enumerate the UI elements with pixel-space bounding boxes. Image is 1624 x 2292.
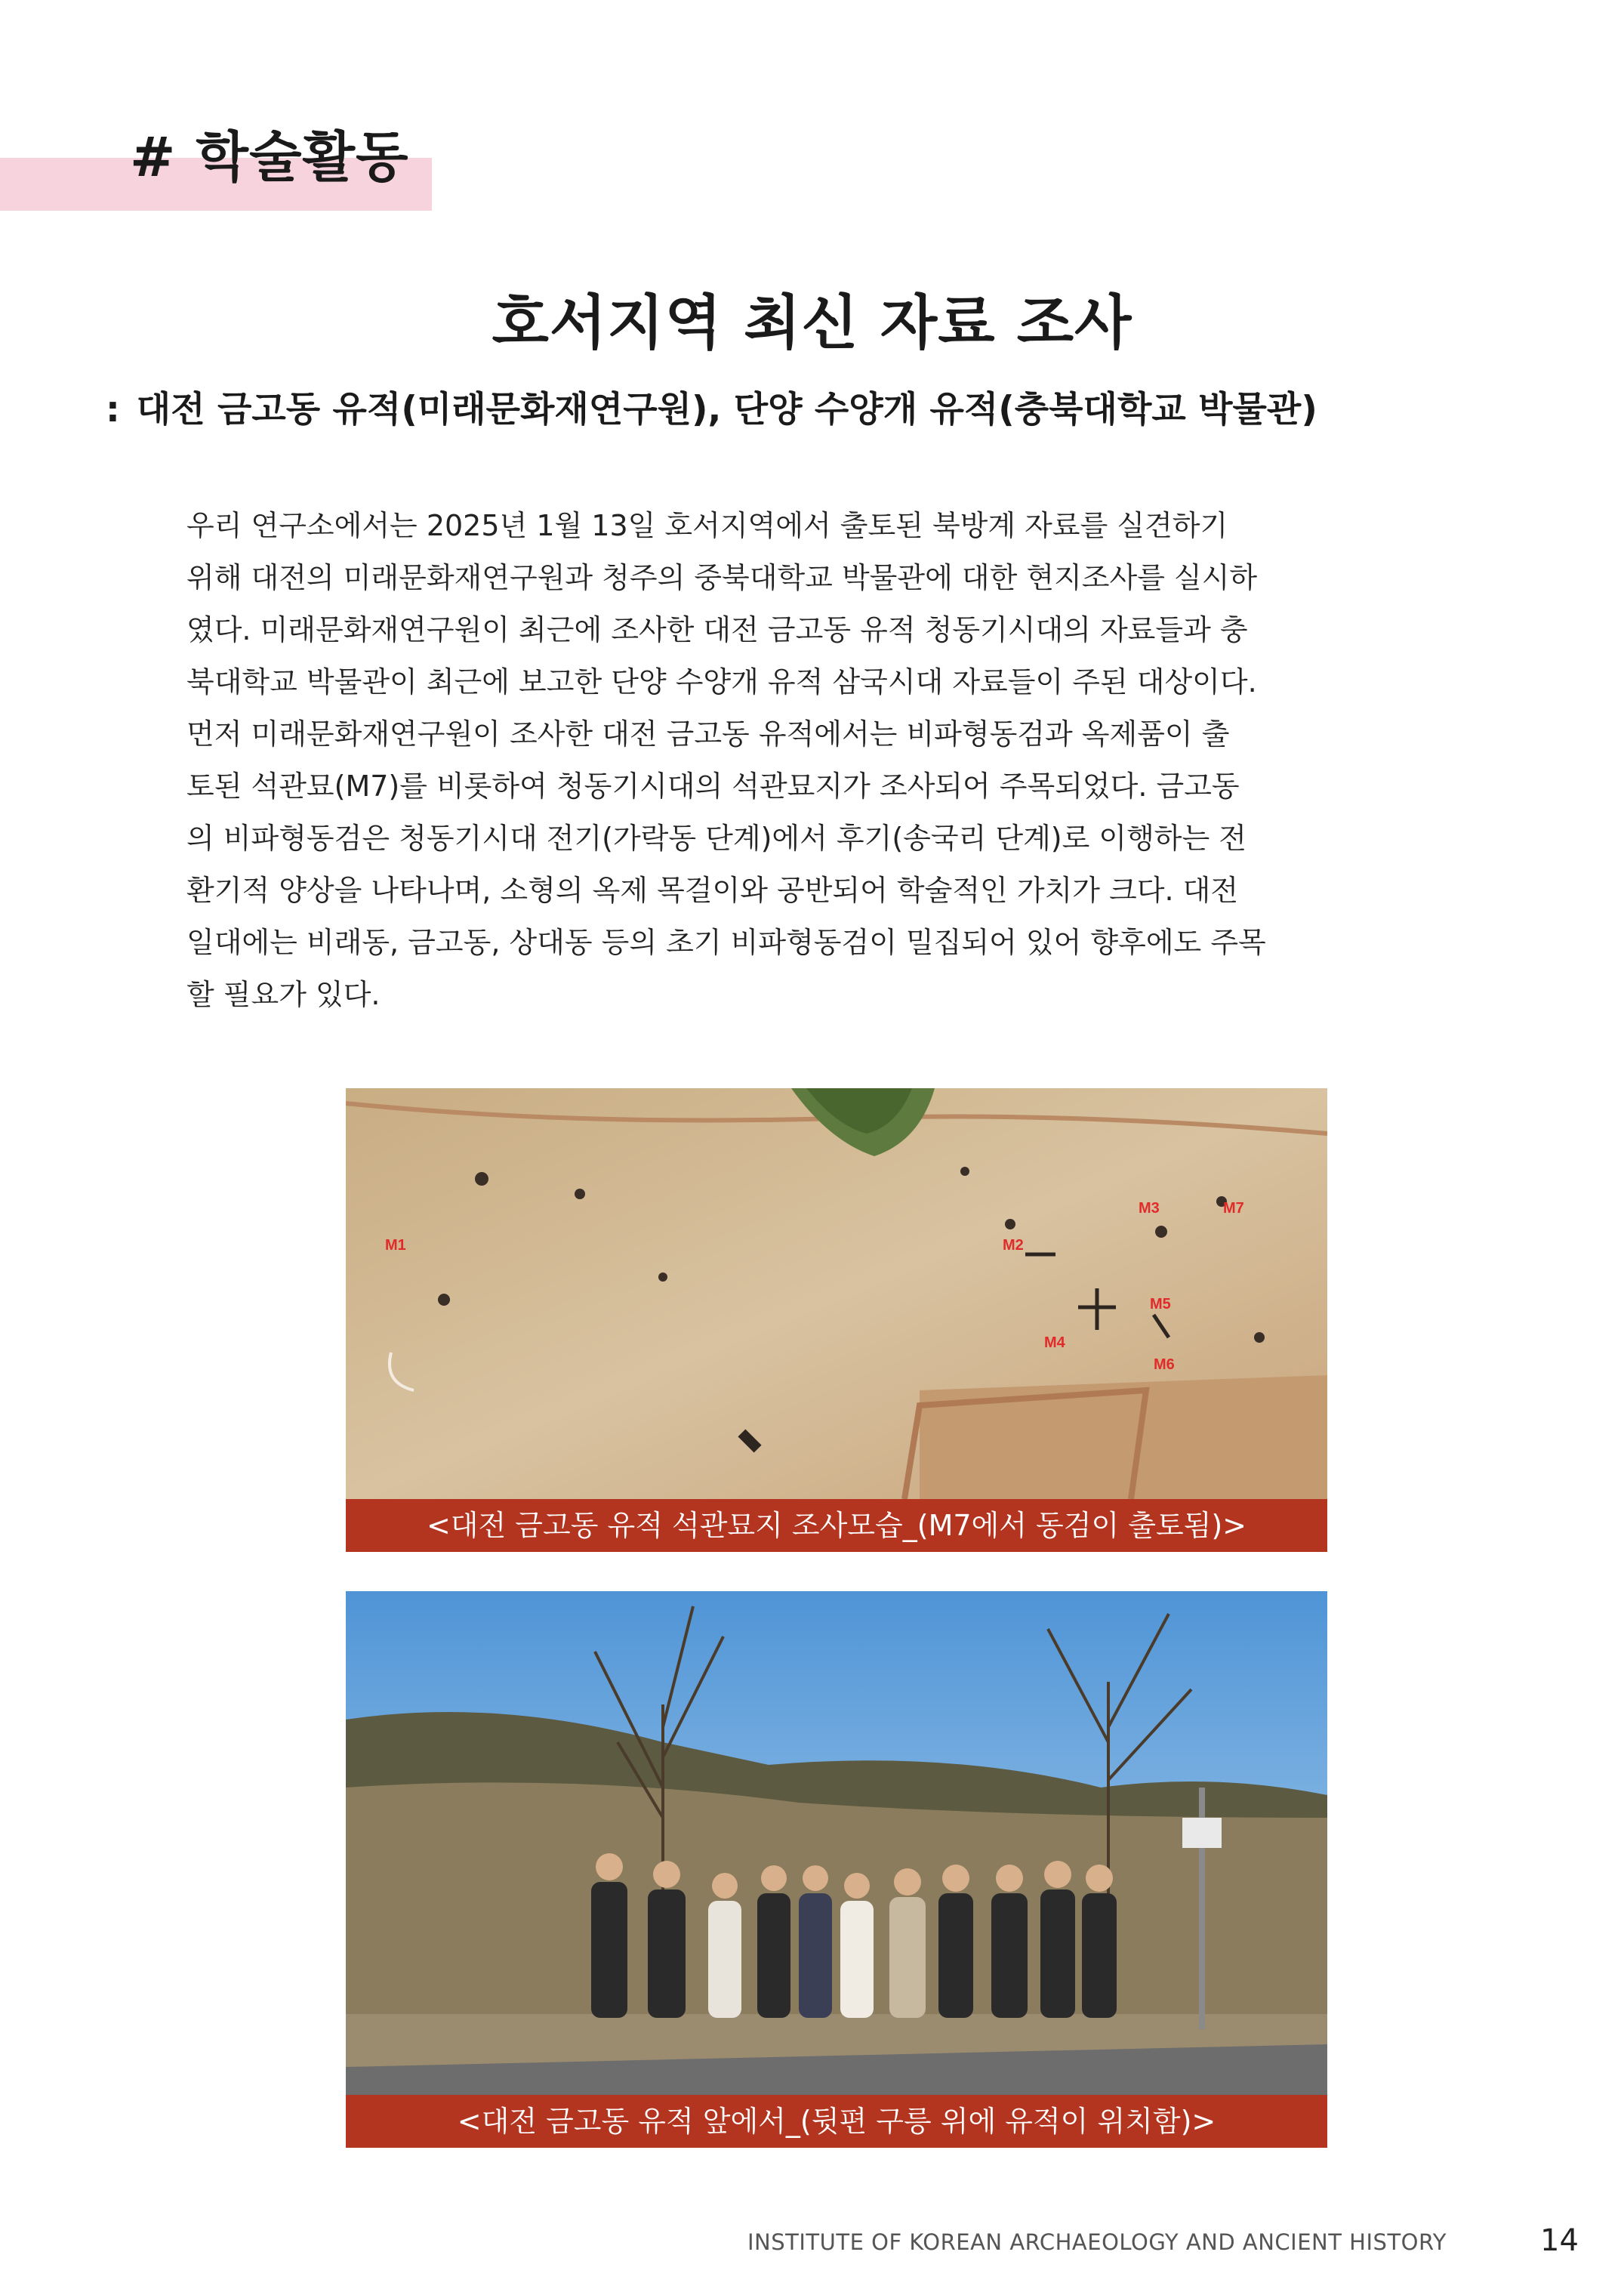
body-line: 북대학교 박물관이 최근에 보고한 단양 수양개 유적 삼국시대 자료들이 주된 대상이다. <box>186 665 1257 699</box>
article-body <box>186 500 1470 1021</box>
body-line: 일대에는 비래동, 금고동, 상대동 등의 초기 비파형동검이 밀집되어 있어 향후에도 주목 <box>186 926 1266 959</box>
body-line: 의 비파형동검은 청동기시대 전기(가락동 단계)에서 후기(송국리 단계)로 이행하는 전 <box>186 822 1247 855</box>
footer-institute: INSTITUTE OF KOREAN ARCHAEOLOGY AND ANCIENT HISTORY <box>747 2229 1447 2255</box>
group-photo <box>346 1591 1327 2095</box>
figure-caption: <대전 금고동 유적 석관묘지 조사모습_(M7에서 동검이 출토됨)> <box>346 1499 1327 1552</box>
page-number: 14 <box>1540 2223 1579 2258</box>
photo-label-m2: M2 <box>1003 1237 1024 1254</box>
figure-excavation <box>346 1088 1327 1552</box>
body-line: 우리 연구소에서는 2025년 1월 13일 호서지역에서 출토된 북방계 자료를 실견하기 <box>186 509 1228 542</box>
body-line: 환기적 양상을 나타나며, 소형의 옥제 목걸이와 공반되어 학술적인 가치가 크다. 대전 <box>186 874 1239 907</box>
photo-label-m6: M6 <box>1154 1356 1175 1373</box>
body-line: 위해 대전의 미래문화재연구원과 청주의 중북대학교 박물관에 대한 현지조사를 실시하 <box>186 561 1258 594</box>
figure-caption: <대전 금고동 유적 앞에서_(뒷편 구릉 위에 유적이 위치함)> <box>346 2095 1327 2148</box>
body-line: 였다. 미래문화재연구원이 최근에 조사한 대전 금고동 유적 청동기시대의 자료들과 충 <box>186 613 1248 646</box>
photo-label-m3: M3 <box>1139 1200 1160 1217</box>
photo-label-m7: M7 <box>1223 1200 1244 1217</box>
subtitle-text: 대전 금고동 유적(미래문화재연구원), 단양 수양개 유적(충북대학교 박물관) <box>136 389 1317 430</box>
photo-label-m1: M1 <box>385 1237 406 1254</box>
article-title: 호서지역 최신 자료 조사 <box>492 289 1132 357</box>
article-subtitle <box>106 381 1585 432</box>
body-line: 할 필요가 있다. <box>186 978 381 1011</box>
excavation-aerial-photo <box>346 1088 1327 1499</box>
body-line: 토된 석관묘(M7)를 비롯하여 청동기시대의 석관묘지가 조사되어 주목되었다. 금고동 <box>186 770 1240 803</box>
aerial-photo-image <box>346 1088 1327 1499</box>
photo-label-m5: M5 <box>1150 1296 1171 1313</box>
photo-label-m4: M4 <box>1044 1334 1065 1351</box>
subtitle-colon: : <box>106 389 120 430</box>
section-tag: # 학술활동 <box>130 125 409 189</box>
figure-group <box>346 1591 1327 2148</box>
group-photo-image <box>346 1591 1327 2095</box>
body-line: 먼저 미래문화재연구원이 조사한 대전 금고동 유적에서는 비파형동검과 옥제품이 출 <box>186 717 1230 751</box>
